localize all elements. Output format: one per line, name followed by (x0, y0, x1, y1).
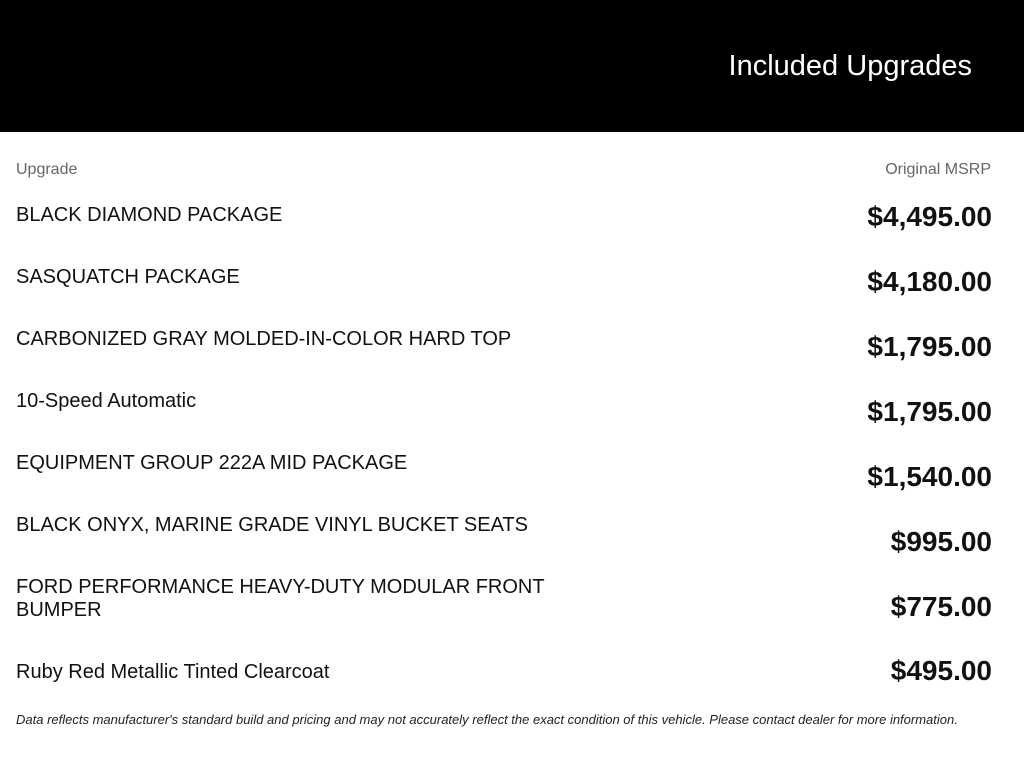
upgrade-price: $4,180.00 (867, 266, 992, 297)
upgrade-price: $4,495.00 (867, 201, 992, 232)
upgrade-name: CARBONIZED GRAY MOLDED-IN-COLOR HARD TOP (16, 328, 512, 350)
upgrade-price: $995.00 (890, 526, 992, 557)
column-header-msrp: Original MSRP (885, 161, 991, 178)
column-header-upgrade: Upgrade (16, 161, 78, 178)
upgrade-price: $495.00 (890, 655, 992, 686)
disclaimer-text: Data reflects manufacturer's standard build and pricing and may not accurately reflect the exact condition of this vehicle. Please contact dealer for more information. (16, 712, 958, 727)
upgrade-name: BLACK DIAMOND PACKAGE (16, 204, 283, 226)
upgrade-price: $1,540.00 (867, 461, 992, 492)
upgrade-name: Ruby Red Metallic Tinted Clearcoat (16, 661, 330, 683)
upgrade-price: $775.00 (890, 591, 992, 622)
upgrade-price: $1,795.00 (867, 331, 992, 362)
upgrade-name: SASQUATCH PACKAGE (16, 266, 240, 288)
upgrade-name: EQUIPMENT GROUP 222A MID PACKAGE (16, 452, 408, 474)
upgrade-name: FORD PERFORMANCE HEAVY-DUTY MODULAR FRONT BUMPER (16, 576, 545, 621)
upgrade-name: 10-Speed Automatic (16, 390, 197, 412)
page-title: Included Upgrades (728, 50, 972, 82)
upgrade-price: $1,795.00 (867, 396, 992, 427)
upgrade-name: BLACK ONYX, MARINE GRADE VINYL BUCKET SEATS (16, 514, 528, 536)
